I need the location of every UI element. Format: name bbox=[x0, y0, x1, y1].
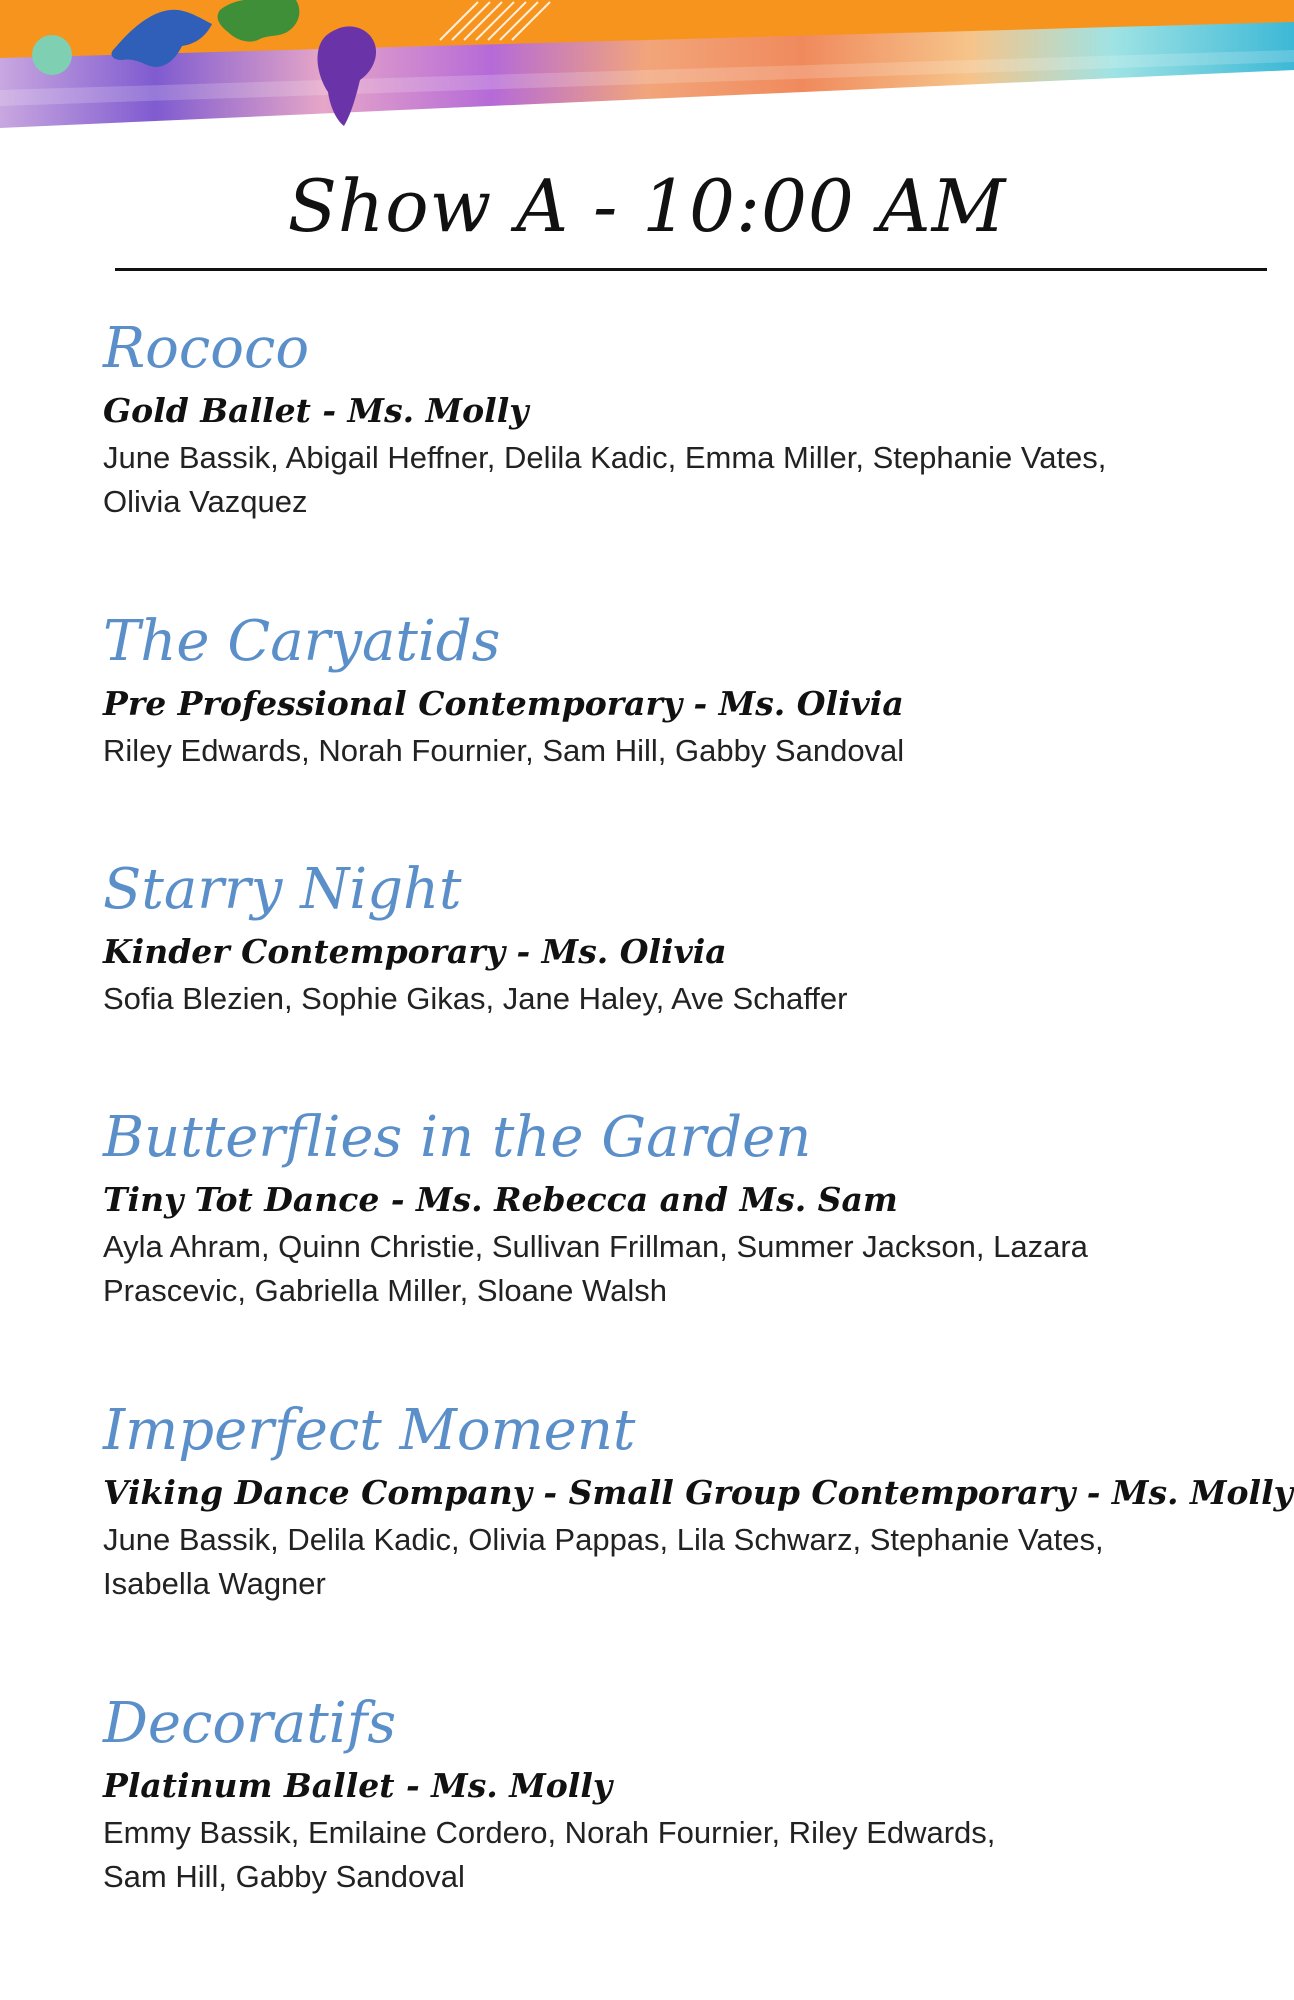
dance-the-caryatids bbox=[103, 609, 1283, 773]
dancer-list bbox=[103, 1225, 1283, 1313]
dancer-list bbox=[103, 1811, 1283, 1899]
watercolor-banner bbox=[0, 0, 1294, 140]
show-title: Show A - 10:00 AM bbox=[287, 164, 1007, 248]
teal-dot-shape bbox=[32, 35, 72, 75]
dance-decoratifs bbox=[103, 1691, 1283, 1899]
dance-class-teacher: Platinum Ballet - Ms. Molly bbox=[103, 1766, 613, 1805]
dance-class-teacher: Pre Professional Contemporary - Ms. Olivia bbox=[103, 684, 904, 723]
dance-rococo bbox=[103, 316, 1283, 524]
dance-class-teacher: Viking Dance Company - Small Group Contemporary - Ms. Molly bbox=[103, 1473, 1293, 1512]
dance-title: Starry Night bbox=[103, 857, 462, 922]
dancer-line: June Bassik, Delila Kadic, Olivia Pappas, Lila Schwarz, Stephanie Vates, bbox=[103, 1522, 1104, 1557]
dance-imperfect-moment bbox=[103, 1398, 1293, 1606]
dancer-line: Riley Edwards, Norah Fournier, Sam Hill, Gabby Sandoval bbox=[103, 733, 905, 768]
dancer-line: Isabella Wagner bbox=[103, 1566, 326, 1601]
dance-starry-night bbox=[103, 857, 1283, 1021]
dance-title: The Caryatids bbox=[103, 609, 501, 674]
dancer-line: Sofia Blezien, Sophie Gikas, Jane Haley, Ave Schaffer bbox=[103, 981, 848, 1016]
dancer-line: Olivia Vazquez bbox=[103, 484, 308, 519]
dance-title: Butterflies in the Garden bbox=[103, 1105, 812, 1170]
dancer-line: June Bassik, Abigail Heffner, Delila Kadic, Emma Miller, Stephanie Vates, bbox=[103, 440, 1107, 475]
dance-butterflies-in-the-garden bbox=[103, 1105, 1283, 1313]
dancer-line: Emmy Bassik, Emilaine Cordero, Norah Fournier, Riley Edwards, bbox=[103, 1815, 996, 1850]
dancer-list bbox=[103, 1518, 1283, 1606]
dancer-line: Sam Hill, Gabby Sandoval bbox=[103, 1859, 465, 1894]
dance-title: Rococo bbox=[103, 316, 310, 381]
title-divider bbox=[115, 268, 1267, 271]
dance-class-teacher: Tiny Tot Dance - Ms. Rebecca and Ms. Sam bbox=[103, 1180, 898, 1219]
dancer-list bbox=[103, 436, 1283, 524]
dance-class-teacher: Gold Ballet - Ms. Molly bbox=[103, 391, 529, 430]
dance-title: Decoratifs bbox=[103, 1691, 397, 1756]
dancer-line: Prascevic, Gabriella Miller, Sloane Walsh bbox=[103, 1273, 667, 1308]
dancer-line: Ayla Ahram, Quinn Christie, Sullivan Frillman, Summer Jackson, Lazara bbox=[103, 1229, 1088, 1264]
dancer-list bbox=[103, 977, 1283, 1021]
dancer-list bbox=[103, 729, 1283, 773]
dance-title: Imperfect Moment bbox=[103, 1398, 636, 1463]
dance-class-teacher: Kinder Contemporary - Ms. Olivia bbox=[103, 932, 727, 971]
